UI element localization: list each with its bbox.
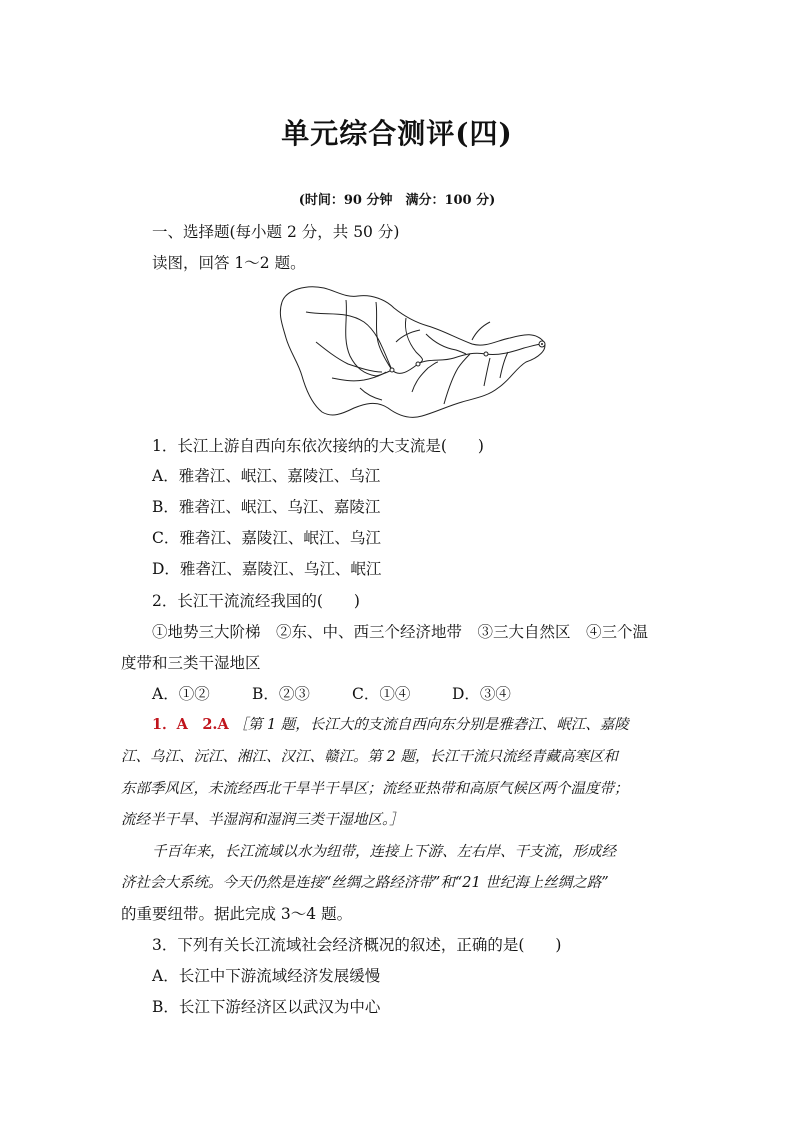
question-2-statement-line2: 度带和三类干湿地区 [121,654,261,672]
question-3-option-a[interactable]: A．长江中下游流域经济发展缓慢 [152,967,381,985]
question-3-option-b[interactable]: B．长江下游经济区以武汉为中心 [152,998,381,1016]
question-2-stem: 2．长江干流流经我国的( ) [152,592,360,610]
explanation-line: 东部季风区，未流经西北干旱半干旱区；流经亚热带和高原气候区两个温度带； [121,781,629,797]
question-2-option-b[interactable]: B．②③ [252,685,310,703]
section-heading: 一、选择题(每小题 2 分，共 50 分) [152,223,400,241]
page-title: 单元综合测评(四) [281,117,513,150]
question-1-option-a[interactable]: A．雅砻江、岷江、嘉陵江、乌江 [152,467,381,485]
yangtze-basin-map [276,282,550,420]
question-1-option-d[interactable]: D．雅砻江、嘉陵江、乌江、岷江 [152,560,382,578]
question-1-option-c[interactable]: C．雅砻江、嘉陵江、岷江、乌江 [152,529,381,547]
question-2-option-a[interactable]: A．①② [152,685,210,703]
passage-line: 济社会大系统。今天仍然是连接“丝绸之路经济带”和“21 世纪海上丝绸之路” [121,875,609,891]
question-1-stem: 1．长江上游自西向东依次接纳的大支流是( ) [152,437,484,455]
question-2-option-d[interactable]: D．③④ [452,685,511,703]
answer-key: 1．A 2.A [152,716,229,733]
explanation-line: ［第 1 题，长江大的支流自西向东分别是雅砻江、岷江、嘉陵 [233,717,629,733]
explanation-line: 流经半干旱、半湿润和湿润三类干湿地区。］ [121,812,404,828]
exam-info: (时间：90 分钟 满分：100 分) [298,193,496,208]
question-3-stem: 3．下列有关长江流域社会经济概况的叙述，正确的是( ) [152,936,562,954]
explanation-line: 江、乌江、沅江、湘江、汉江、赣江。第 2 题，长江干流只流经青藏高寒区和 [121,749,618,765]
question-2-option-c[interactable]: C．①④ [352,685,411,703]
section-intro: 读图，回答 1～2 题。 [152,254,306,272]
question-1-option-b[interactable]: B．雅砻江、岷江、乌江、嘉陵江 [152,498,381,516]
question-2-statement-line1: ①地势三大阶梯 ②东、中、西三个经济地带 ③三大自然区 ④三个温 [152,623,649,641]
passage-line: 的重要纽带。据此完成 3～4 题。 [121,905,353,923]
passage-line: 千百年来，长江流域以水为纽带，连接上下游、左右岸、干支流，形成经 [152,844,616,860]
